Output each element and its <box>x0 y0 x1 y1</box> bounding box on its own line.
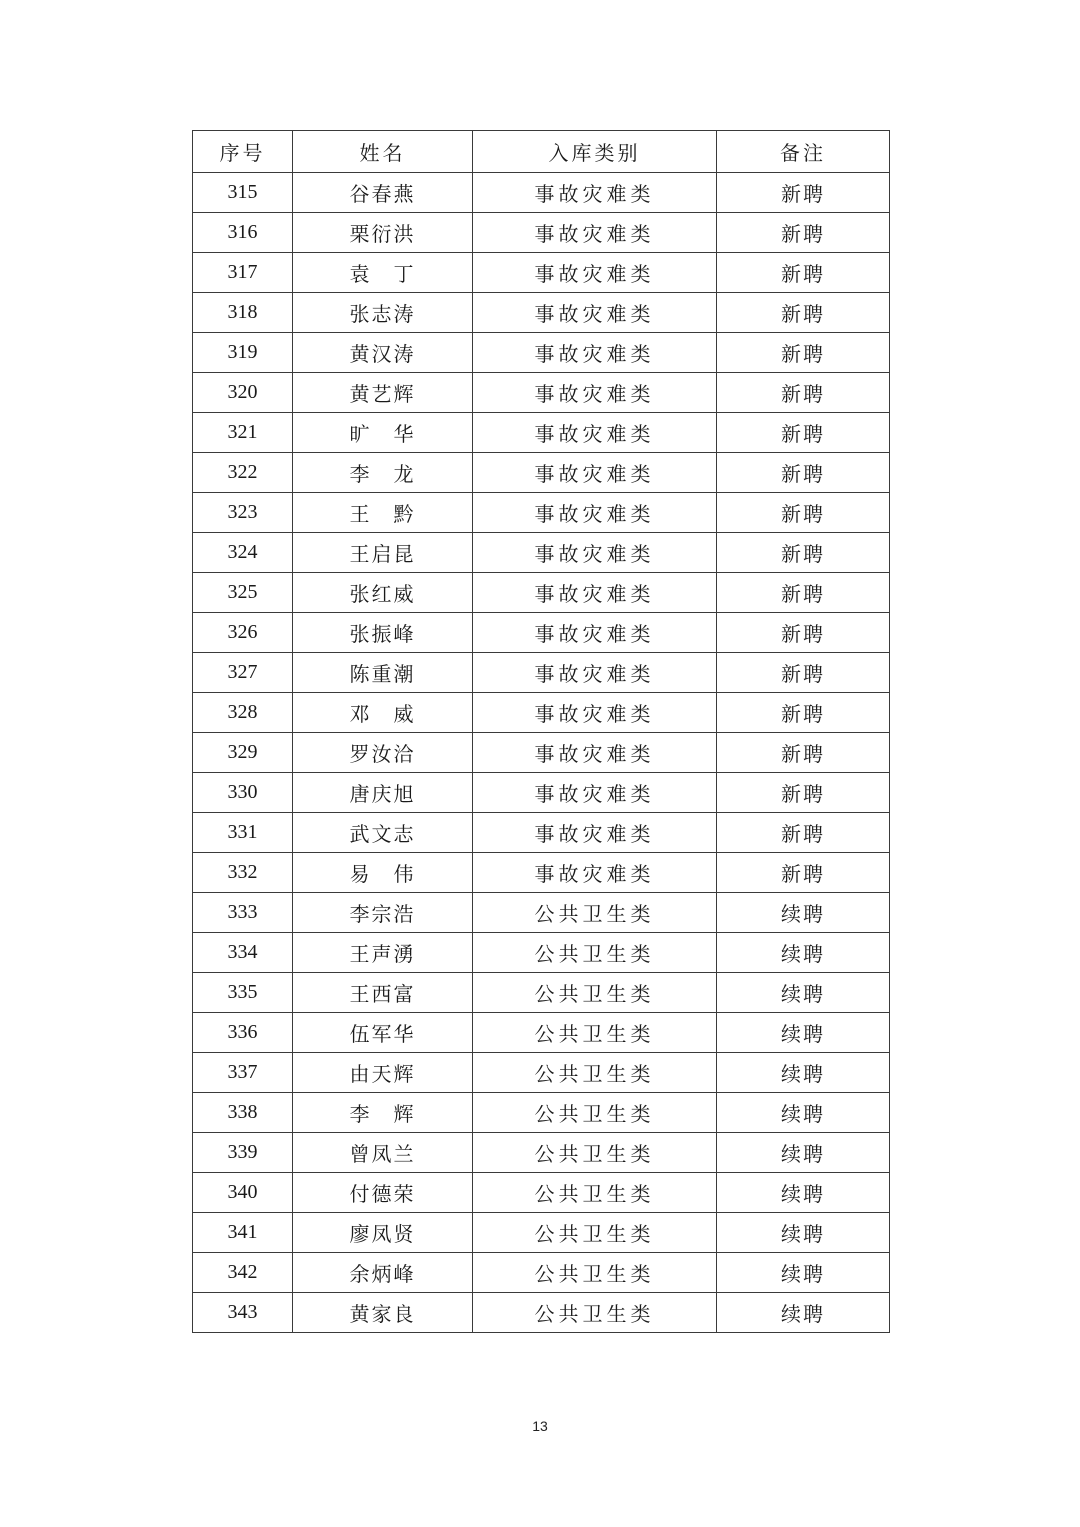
cell-category: 公共卫生类 <box>473 1173 717 1213</box>
header-row <box>193 131 890 173</box>
table-header <box>193 131 890 173</box>
header-remark: 备注 <box>717 131 890 173</box>
table-row <box>193 1213 890 1253</box>
cell-category: 事故灾难类 <box>473 693 717 733</box>
cell-name: 唐庆旭 <box>293 773 473 813</box>
cell-remark: 新聘 <box>717 533 890 573</box>
cell-remark: 新聘 <box>717 773 890 813</box>
cell-category: 公共卫生类 <box>473 1213 717 1253</box>
table-row <box>193 1013 890 1053</box>
cell-remark: 新聘 <box>717 733 890 773</box>
cell-no: 333 <box>193 893 293 933</box>
cell-category: 公共卫生类 <box>473 1133 717 1173</box>
cell-name: 王 黔 <box>293 493 473 533</box>
cell-name: 袁 丁 <box>293 253 473 293</box>
cell-category: 事故灾难类 <box>473 733 717 773</box>
cell-no: 334 <box>193 933 293 973</box>
cell-name: 陈重潮 <box>293 653 473 693</box>
cell-name: 王西富 <box>293 973 473 1013</box>
cell-remark: 新聘 <box>717 333 890 373</box>
cell-remark: 新聘 <box>717 493 890 533</box>
cell-remark: 续聘 <box>717 893 890 933</box>
cell-no: 338 <box>193 1093 293 1133</box>
cell-no: 340 <box>193 1173 293 1213</box>
cell-no: 337 <box>193 1053 293 1093</box>
cell-name: 武文志 <box>293 813 473 853</box>
cell-no: 328 <box>193 693 293 733</box>
table-row <box>193 573 890 613</box>
table-row <box>193 1293 890 1333</box>
cell-remark: 新聘 <box>717 573 890 613</box>
cell-name: 黄艺辉 <box>293 373 473 413</box>
table-row <box>193 293 890 333</box>
cell-no: 332 <box>193 853 293 893</box>
cell-category: 事故灾难类 <box>473 253 717 293</box>
table-row <box>193 453 890 493</box>
cell-remark: 续聘 <box>717 1173 890 1213</box>
cell-name: 张振峰 <box>293 613 473 653</box>
cell-no: 342 <box>193 1253 293 1293</box>
cell-name: 张红威 <box>293 573 473 613</box>
cell-remark: 新聘 <box>717 453 890 493</box>
header-no: 序号 <box>193 131 293 173</box>
cell-category: 公共卫生类 <box>473 973 717 1013</box>
cell-no: 322 <box>193 453 293 493</box>
cell-remark: 续聘 <box>717 1133 890 1173</box>
table-row <box>193 373 890 413</box>
cell-remark: 新聘 <box>717 853 890 893</box>
roster-table <box>192 130 890 1333</box>
cell-name: 张志涛 <box>293 293 473 333</box>
table-row <box>193 213 890 253</box>
table-row <box>193 973 890 1013</box>
table-row <box>193 613 890 653</box>
cell-no: 329 <box>193 733 293 773</box>
cell-name: 李 龙 <box>293 453 473 493</box>
table-row <box>193 1133 890 1173</box>
cell-remark: 新聘 <box>717 373 890 413</box>
cell-name: 黄汉涛 <box>293 333 473 373</box>
cell-no: 316 <box>193 213 293 253</box>
cell-remark: 新聘 <box>717 413 890 453</box>
cell-no: 326 <box>193 613 293 653</box>
cell-remark: 新聘 <box>717 653 890 693</box>
cell-category: 公共卫生类 <box>473 1053 717 1093</box>
cell-name: 王声湧 <box>293 933 473 973</box>
cell-remark: 新聘 <box>717 293 890 333</box>
cell-category: 事故灾难类 <box>473 613 717 653</box>
table-row <box>193 173 890 213</box>
cell-no: 339 <box>193 1133 293 1173</box>
table-row <box>193 1173 890 1213</box>
cell-remark: 续聘 <box>717 1253 890 1293</box>
cell-category: 公共卫生类 <box>473 1253 717 1293</box>
cell-no: 317 <box>193 253 293 293</box>
cell-category: 事故灾难类 <box>473 653 717 693</box>
cell-category: 事故灾难类 <box>473 573 717 613</box>
cell-no: 335 <box>193 973 293 1013</box>
cell-name: 邓 威 <box>293 693 473 733</box>
cell-name: 由天辉 <box>293 1053 473 1093</box>
cell-no: 323 <box>193 493 293 533</box>
table-row <box>193 333 890 373</box>
cell-category: 公共卫生类 <box>473 1013 717 1053</box>
cell-name: 旷 华 <box>293 413 473 453</box>
cell-name: 易 伟 <box>293 853 473 893</box>
cell-category: 事故灾难类 <box>473 453 717 493</box>
cell-remark: 续聘 <box>717 1093 890 1133</box>
cell-name: 曾凤兰 <box>293 1133 473 1173</box>
cell-category: 事故灾难类 <box>473 493 717 533</box>
cell-category: 公共卫生类 <box>473 1293 717 1333</box>
table-row <box>193 693 890 733</box>
table-row <box>193 413 890 453</box>
table-row <box>193 893 890 933</box>
cell-name: 付德荣 <box>293 1173 473 1213</box>
header-category: 入库类别 <box>473 131 717 173</box>
cell-name: 罗汝洽 <box>293 733 473 773</box>
cell-category: 事故灾难类 <box>473 853 717 893</box>
table-row <box>193 653 890 693</box>
cell-category: 事故灾难类 <box>473 813 717 853</box>
cell-name: 谷春燕 <box>293 173 473 213</box>
cell-remark: 新聘 <box>717 813 890 853</box>
cell-category: 公共卫生类 <box>473 1093 717 1133</box>
cell-no: 341 <box>193 1213 293 1253</box>
cell-category: 事故灾难类 <box>473 293 717 333</box>
page-number: 13 <box>532 1418 548 1434</box>
cell-no: 324 <box>193 533 293 573</box>
cell-no: 327 <box>193 653 293 693</box>
table-row <box>193 1053 890 1093</box>
cell-no: 325 <box>193 573 293 613</box>
cell-no: 315 <box>193 173 293 213</box>
table-row <box>193 813 890 853</box>
table-row <box>193 253 890 293</box>
cell-remark: 续聘 <box>717 973 890 1013</box>
cell-name: 余炳峰 <box>293 1253 473 1293</box>
cell-name: 李宗浩 <box>293 893 473 933</box>
table-row <box>193 853 890 893</box>
cell-no: 319 <box>193 333 293 373</box>
cell-remark: 续聘 <box>717 933 890 973</box>
table-body <box>193 173 890 1333</box>
table-row <box>193 933 890 973</box>
cell-no: 330 <box>193 773 293 813</box>
cell-remark: 新聘 <box>717 253 890 293</box>
cell-category: 事故灾难类 <box>473 173 717 213</box>
cell-category: 事故灾难类 <box>473 333 717 373</box>
cell-category: 公共卫生类 <box>473 933 717 973</box>
cell-remark: 新聘 <box>717 613 890 653</box>
cell-category: 事故灾难类 <box>473 773 717 813</box>
cell-remark: 新聘 <box>717 693 890 733</box>
cell-no: 336 <box>193 1013 293 1053</box>
cell-name: 廖凤贤 <box>293 1213 473 1253</box>
cell-remark: 续聘 <box>717 1213 890 1253</box>
cell-remark: 新聘 <box>717 213 890 253</box>
cell-remark: 新聘 <box>717 173 890 213</box>
cell-name: 王启昆 <box>293 533 473 573</box>
cell-name: 黄家良 <box>293 1293 473 1333</box>
table-row <box>193 733 890 773</box>
cell-name: 李 辉 <box>293 1093 473 1133</box>
cell-category: 公共卫生类 <box>473 893 717 933</box>
cell-name: 栗衍洪 <box>293 213 473 253</box>
cell-remark: 续聘 <box>717 1293 890 1333</box>
cell-no: 331 <box>193 813 293 853</box>
table-row <box>193 773 890 813</box>
cell-remark: 续聘 <box>717 1053 890 1093</box>
header-name: 姓名 <box>293 131 473 173</box>
cell-name: 伍军华 <box>293 1013 473 1053</box>
table-row <box>193 1253 890 1293</box>
cell-category: 事故灾难类 <box>473 373 717 413</box>
cell-remark: 续聘 <box>717 1013 890 1053</box>
cell-no: 343 <box>193 1293 293 1333</box>
table-row <box>193 493 890 533</box>
cell-no: 321 <box>193 413 293 453</box>
cell-category: 事故灾难类 <box>473 413 717 453</box>
table-row <box>193 533 890 573</box>
cell-no: 320 <box>193 373 293 413</box>
cell-category: 事故灾难类 <box>473 533 717 573</box>
cell-category: 事故灾难类 <box>473 213 717 253</box>
table-row <box>193 1093 890 1133</box>
cell-no: 318 <box>193 293 293 333</box>
